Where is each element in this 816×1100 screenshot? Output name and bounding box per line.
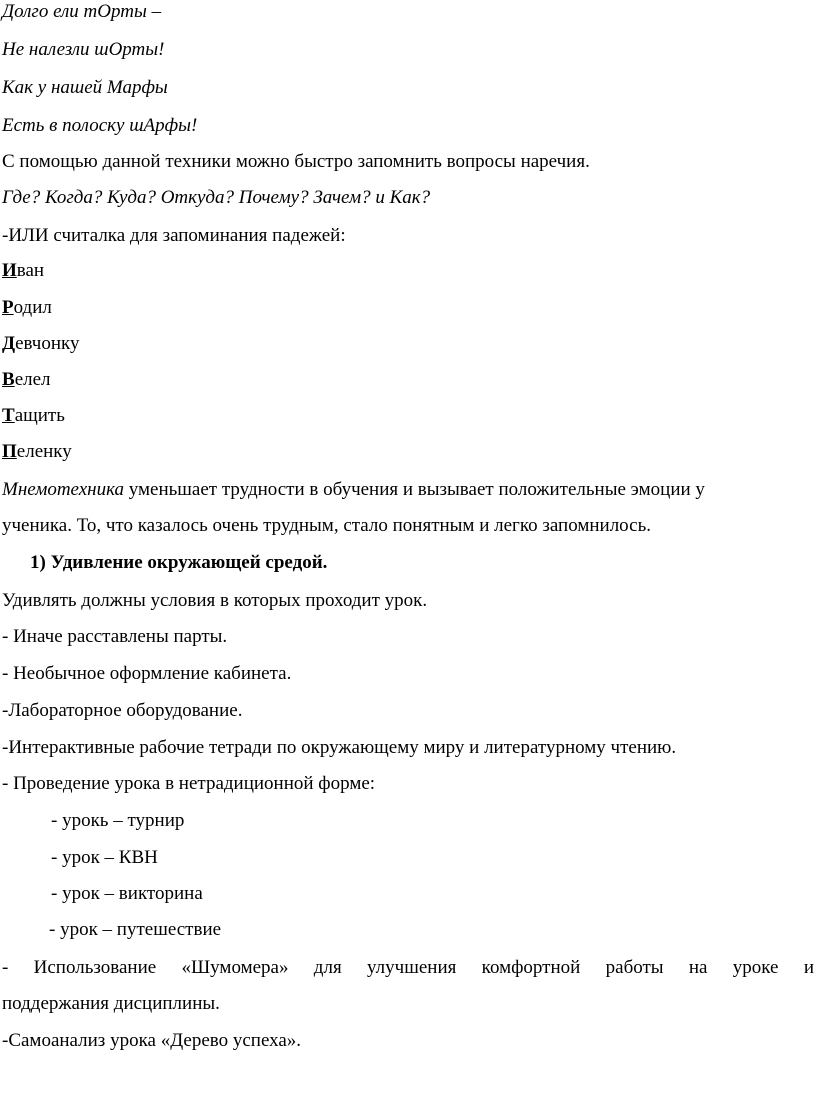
noise-meter-line-1: - Использование «Шумомера» для улучшения комфортной работы на уроке и <box>2 957 814 978</box>
case-letter: Р <box>2 297 14 318</box>
case-word-6 <box>2 440 72 464</box>
list-item: - Проведение урока в нетрадиционной форме: <box>2 773 376 794</box>
case-letter: В <box>2 369 15 390</box>
self-analysis-item: -Самоанализ урока «Дерево успеха». <box>2 1030 302 1051</box>
mnemotechnics-line-1 <box>2 478 705 502</box>
case-word-5 <box>2 404 65 428</box>
list-item: -Лабораторное оборудование. <box>2 700 243 721</box>
mnemotechnics-line-2: ученика. То, что казалось очень трудным, стало понятным и легко запомнилось. <box>2 515 651 536</box>
case-rest: одил <box>13 297 52 318</box>
counting-rhyme-intro: -ИЛИ считалка для запоминания падежей: <box>2 225 346 246</box>
adverb-questions: Где? Когда? Куда? Откуда? Почему? Зачем? и Как? <box>2 187 431 208</box>
technique-text: С помощью данной техники можно быстро запомнить вопросы наречия. <box>2 151 590 172</box>
poem-line-3: Как у нашей Марфы <box>2 77 168 98</box>
mnemotechnics-text: уменьшает трудности в обучения и вызывает положительные эмоции у <box>128 479 705 500</box>
poem-line-2: Не налезли шОрты! <box>2 39 165 60</box>
lesson-form-item: - урокь – турнир <box>51 810 185 831</box>
case-word-3 <box>2 332 79 356</box>
case-word-2 <box>2 296 52 320</box>
case-letter: И <box>2 260 17 281</box>
case-letter: Д <box>2 333 16 354</box>
case-word-1 <box>2 259 44 283</box>
noise-meter-line-2: поддержания дисциплины. <box>2 993 220 1014</box>
lesson-form-item: - урок – викторина <box>51 883 203 904</box>
conditions-text: Удивлять должны условия в которых проходит урок. <box>2 590 428 611</box>
lesson-form-item: - урок – КВН <box>51 847 158 868</box>
lesson-form-item: - урок – путешествие <box>49 919 222 940</box>
list-item: -Интерактивные рабочие тетради по окружающему миру и литературному чтению. <box>2 737 677 758</box>
list-item: - Необычное оформление кабинета. <box>2 663 292 684</box>
case-rest: ван <box>16 260 45 281</box>
case-rest: елел <box>14 369 51 390</box>
poem-line-1: Долго ели тОрты – <box>2 1 162 22</box>
case-letter: П <box>2 441 17 462</box>
list-item: - Иначе расставлены парты. <box>2 626 228 647</box>
poem-line-4: Есть в полоску шАрфы! <box>2 115 198 136</box>
case-letter: Т <box>2 405 15 426</box>
mnemotechnics-term: Мнемотехника <box>2 479 125 500</box>
case-rest: ащить <box>14 405 65 426</box>
section-heading: 1) Удивление окружающей средой. <box>30 552 328 573</box>
case-rest: евчонку <box>15 333 80 354</box>
case-rest: еленку <box>16 441 72 462</box>
case-word-4 <box>2 368 51 392</box>
